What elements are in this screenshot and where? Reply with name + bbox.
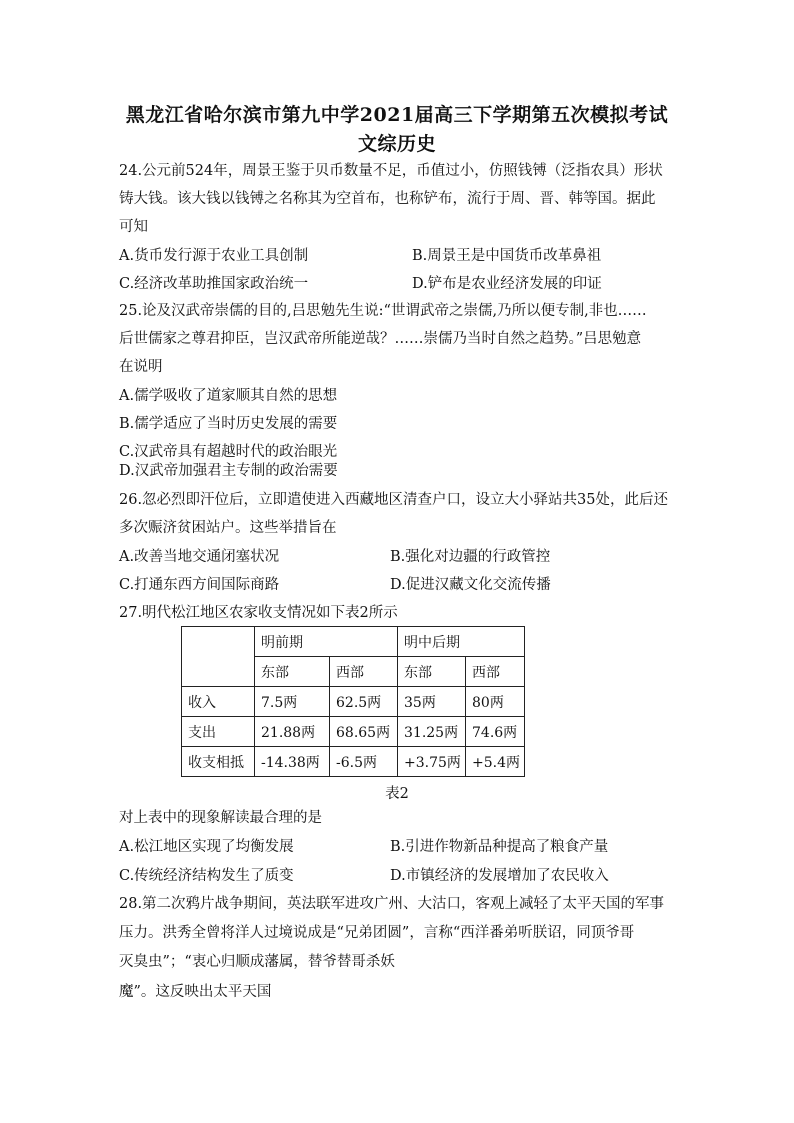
- table-period-header: 明前期: [255, 627, 398, 657]
- table-cell: 35两: [398, 687, 466, 717]
- question-stem-line: 灭臭虫”；“衷心归顺成藩属，替爷替哥杀妖: [119, 954, 395, 970]
- question-stem-line: 28.第二次鸦片战争期间，英法联军进攻广州、大沽口，客观上减轻了太平天国的军事: [119, 896, 665, 912]
- table-corner-cell: [182, 627, 255, 687]
- table-region-header: 西部: [330, 657, 398, 687]
- table-caption: 表2: [385, 786, 409, 802]
- option-b: B.周景王是中国货币改革鼻祖: [412, 248, 602, 264]
- table-cell: 7.5两: [255, 687, 330, 717]
- table-region-header: 东部: [255, 657, 330, 687]
- table-cell: 80两: [466, 687, 525, 717]
- income-expense-table: [181, 626, 525, 777]
- question-stem-line: 26.忽必烈即汗位后，立即遣使进入西藏地区清查户口，设立大小驿站共35处，此后还: [119, 492, 669, 508]
- table-cell: 62.5两: [330, 687, 398, 717]
- option-d: D.促进汉藏文化交流传播: [390, 577, 551, 593]
- question-stem-line: 27.明代松江地区农家收支情况如下表2所示: [119, 605, 398, 621]
- table-row: [182, 687, 525, 717]
- option-a: A.货币发行源于农业工具创制: [119, 248, 309, 264]
- question-stem-line: 在说明: [119, 359, 163, 375]
- table-cell: +3.75两: [398, 747, 466, 777]
- table-row-label: 收入: [182, 687, 255, 717]
- option-a: A.松江地区实现了均衡发展: [119, 839, 294, 855]
- question-stem-line: 多次赈济贫困站户。这些举措旨在: [119, 520, 337, 536]
- table-cell: 68.65两: [330, 717, 398, 747]
- table-row-label: 收支相抵: [182, 747, 255, 777]
- option-d: D.汉武帝加强君主专制的政治需要: [119, 463, 338, 479]
- option-a: A.改善当地交通闭塞状况: [119, 549, 280, 565]
- question-stem-line: 铸大钱。该大钱以钱镈之名称其为空首布，也称铲布，流行于周、晋、韩等国。据此: [119, 191, 656, 207]
- table-header-row: [182, 627, 525, 657]
- question-stem-line: 魔”。这反映出太平天国: [119, 984, 272, 1000]
- table-cell: 74.6两: [466, 717, 525, 747]
- table-cell: 31.25两: [398, 717, 466, 747]
- table-row-label: 支出: [182, 717, 255, 747]
- option-c: C.经济改革助推国家政治统一: [119, 276, 309, 292]
- option-c: C.打通东西方间国际商路: [119, 577, 280, 593]
- option-d: D.铲布是农业经济发展的印证: [412, 276, 602, 292]
- question-stem-line: 压力。洪秀全曾将洋人过境说成是“兄弟团圆”，言称“西洋番弟听朕诏，同顶爷哥: [119, 925, 635, 941]
- option-b: B.儒学适应了当时历史发展的需要: [119, 416, 338, 432]
- option-a: A.儒学吸收了道家顺其自然的思想: [119, 388, 338, 404]
- question-stem-line: 可知: [119, 219, 148, 235]
- table-period-header: 明中后期: [398, 627, 525, 657]
- option-b: B.强化对边疆的行政管控: [390, 549, 551, 565]
- table-cell: 21.88两: [255, 717, 330, 747]
- table-cell: -6.5两: [330, 747, 398, 777]
- question-prompt: 对上表中的现象解读最合理的是: [119, 810, 322, 826]
- table-region-header: 东部: [398, 657, 466, 687]
- table-cell: -14.38两: [255, 747, 330, 777]
- question-stem-line: 25.论及汉武帝崇儒的目的,吕思勉先生说:“世谓武帝之崇儒,乃所以便专制,非也……: [119, 303, 647, 319]
- exam-title: 黑龙江省哈尔滨市第九中学2021届高三下学期第五次模拟考试: [125, 104, 669, 126]
- table-cell: +5.4两: [466, 747, 525, 777]
- table-row: [182, 747, 525, 777]
- option-b: B.引进作物新品种提高了粮食产量: [390, 839, 609, 855]
- option-c: C.汉武帝具有超越时代的政治眼光: [119, 444, 338, 460]
- question-stem-line: 后世儒家之尊君抑臣，岂汉武帝所能逆哉？……崇儒乃当时自然之趋势。”吕思勉意: [119, 331, 642, 347]
- table-region-header: 西部: [466, 657, 525, 687]
- question-stem-line: 24.公元前524年，周景王鉴于贝币数量不足，币值过小，仿照钱镈（泛指农具）形状: [119, 163, 663, 179]
- exam-subject: 文综历史: [357, 133, 436, 155]
- option-c: C.传统经济结构发生了质变: [119, 868, 294, 884]
- table-row: [182, 717, 525, 747]
- option-d: D.市镇经济的发展增加了农民收入: [390, 868, 609, 884]
